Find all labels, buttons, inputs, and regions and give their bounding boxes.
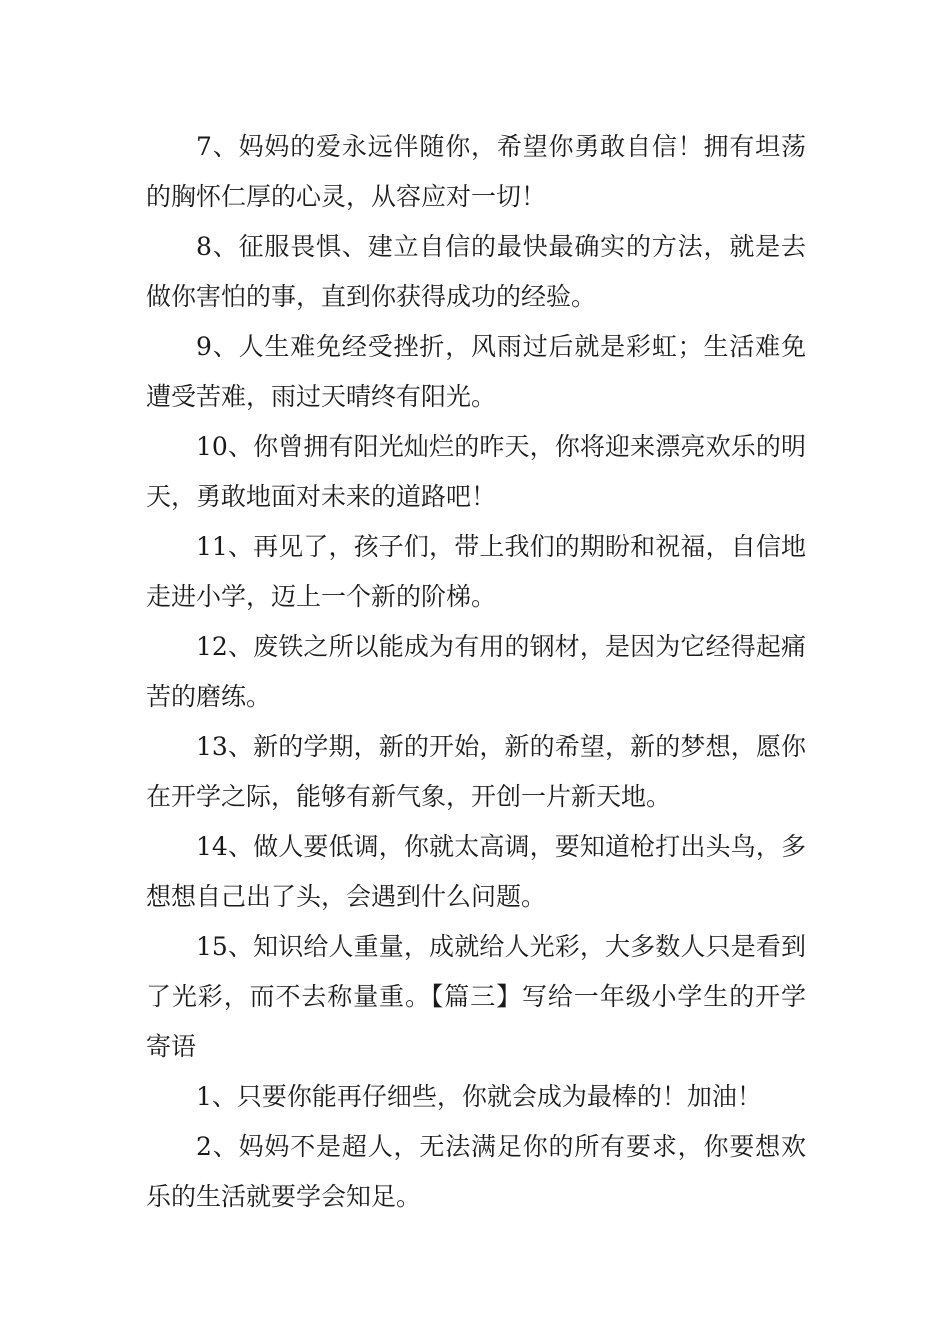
paragraph-8: 8、征服畏惧、建立自信的最快最确实的方法，就是去做你害怕的事，直到你获得成功的经验。 [146,232,806,311]
paragraph-1: 1、只要你能再仔细些，你就会成为最棒的！加油！ [196,1082,762,1111]
paragraph-7: 7、妈妈的爱永远伴随你，希望你勇敢自信！拥有坦荡的胸怀仁厚的心灵，从容应对一切！ [146,132,806,211]
paragraph-12: 12、废铁之所以能成为有用的钢材，是因为它经得起痛苦的磨练。 [146,632,806,711]
paragraph-13: 13、新的学期，新的开始，新的希望，新的梦想，愿你在开学之际，能够有新气象，开创一片新天地。 [146,732,806,811]
paragraph-11: 11、再见了，孩子们，带上我们的期盼和祝福，自信地走进小学，迈上一个新的阶梯。 [146,532,806,611]
paragraph-10: 10、你曾拥有阳光灿烂的昨天，你将迎来漂亮欢乐的明天，勇敢地面对未来的道路吧！ [146,432,806,511]
paragraph-15-with-section-heading: 15、知识给人重量，成就给人光彩，大多数人只是看到了光彩，而不去称量重。【篇三】写给一年级小学生的开学寄语 [146,932,806,1061]
paragraph-2: 2、妈妈不是超人，无法满足你的所有要求，你要想欢乐的生活就要学会知足。 [146,1132,806,1211]
paragraph-14: 14、做人要低调，你就太高调，要知道枪打出头鸟，多想想自己出了头，会遇到什么问题。 [146,832,806,911]
paragraph-9: 9、人生难免经受挫折，风雨过后就是彩虹；生活难免遭受苦难，雨过天晴终有阳光。 [146,332,806,411]
document-body [146,122,806,1222]
